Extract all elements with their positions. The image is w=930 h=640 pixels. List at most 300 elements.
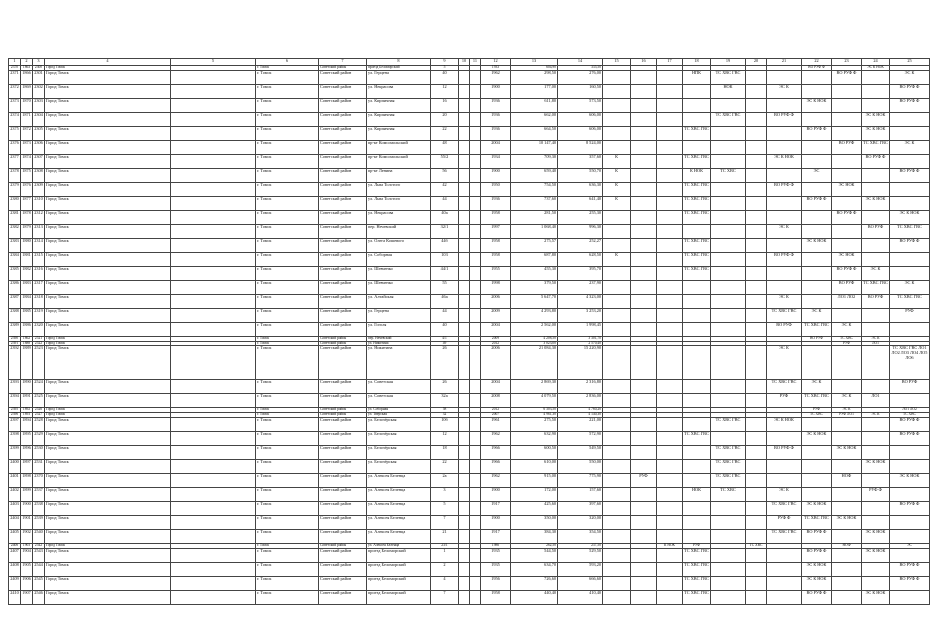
- cell-col-7: Советский район: [319, 515, 367, 529]
- cell-col-23: ЭС К НОК: [832, 515, 862, 529]
- cell-col-25: ЭС К: [890, 280, 930, 294]
- cell-col-1: 2389: [9, 322, 21, 336]
- cell-col-13: 544,50: [511, 548, 558, 562]
- cell-col-18: [683, 459, 711, 473]
- cell-col-22: ЭС К НОК: [802, 431, 832, 445]
- cell-col-22: [802, 252, 832, 266]
- cell-col-25: [890, 196, 930, 210]
- cell-col-12: 1966: [481, 445, 511, 459]
- cell-col-22: [802, 154, 832, 168]
- table-row: [9, 84, 930, 98]
- cell-col-14: 397,60: [558, 501, 603, 515]
- cell-col-5: [171, 126, 256, 140]
- cell-col-20: [746, 252, 767, 266]
- cell-col-23: ВО РУФ: [832, 140, 862, 154]
- cell-col-23: [832, 590, 862, 604]
- cell-col-18: [683, 501, 711, 515]
- cell-col-14: 550,00: [558, 459, 603, 473]
- cell-col-13: 275,57: [511, 238, 558, 252]
- cell-col-24: [862, 308, 890, 322]
- cell-col-4: Город Томск: [45, 70, 171, 84]
- cell-col-6: г. Томск: [256, 112, 319, 126]
- cell-col-10: [459, 529, 470, 543]
- cell-col-13: 664,50: [511, 126, 558, 140]
- cell-col-3: 2525: [33, 394, 45, 408]
- cell-col-4: Город Томск: [45, 413, 171, 418]
- cell-col-14: 550,70: [558, 168, 603, 182]
- cell-col-6: г. Томск: [256, 562, 319, 576]
- housing-register-table: [8, 58, 930, 605]
- cell-col-1: 2403: [9, 501, 21, 515]
- cell-col-16: [631, 168, 657, 182]
- cell-col-14: 252,27: [558, 238, 603, 252]
- cell-col-18: ТС ХВС ГВС: [683, 182, 711, 196]
- cell-col-16: [631, 140, 657, 154]
- cell-col-3: 2521: [33, 336, 45, 341]
- cell-col-1: 2370: [9, 66, 21, 71]
- cell-col-22: [802, 70, 832, 84]
- cell-col-12: 1955: [481, 266, 511, 280]
- cell-col-4: Город Томск: [45, 322, 171, 336]
- cell-col-18: К НОК: [683, 168, 711, 182]
- cell-col-16: [631, 98, 657, 112]
- cell-col-5: [171, 380, 256, 394]
- cell-col-3: 2523: [33, 346, 45, 380]
- cell-col-21: [767, 140, 802, 154]
- cell-col-21: [767, 196, 802, 210]
- cell-col-25: ТС ХВС ГВС: [890, 224, 930, 238]
- cell-col-24: ЭС К НОК: [862, 126, 890, 140]
- cell-col-22: РУФ: [802, 408, 832, 413]
- cell-col-7: Советский район: [319, 576, 367, 590]
- cell-col-19: ТС ХВС: [711, 487, 746, 501]
- column-header-25: 25: [890, 59, 930, 66]
- cell-col-2: 1880: [21, 238, 33, 252]
- cell-col-17: [657, 168, 683, 182]
- cell-col-19: [711, 126, 746, 140]
- cell-col-15: [603, 84, 631, 98]
- cell-col-8: ул. Алексея Беленца: [367, 529, 431, 543]
- cell-col-21: [767, 168, 802, 182]
- cell-col-13: 634,70: [511, 562, 558, 576]
- column-header-24: 24: [862, 59, 890, 66]
- cell-col-12: 1934: [481, 154, 511, 168]
- cell-col-24: [862, 98, 890, 112]
- cell-col-23: [832, 529, 862, 543]
- cell-col-18: [683, 394, 711, 408]
- cell-col-2: 1885: [21, 308, 33, 322]
- cell-col-24: ЭС К: [862, 413, 890, 418]
- cell-col-10: [459, 154, 470, 168]
- cell-col-9: 12: [431, 84, 459, 98]
- cell-col-13: 455,30: [511, 266, 558, 280]
- cell-col-10: [459, 548, 470, 562]
- cell-col-14: 357,60: [558, 154, 603, 168]
- cell-col-7: Советский район: [319, 308, 367, 322]
- cell-col-11: [470, 590, 481, 604]
- cell-col-6: г. Томск: [256, 576, 319, 590]
- table-row: [9, 394, 930, 408]
- cell-col-7: Советский район: [319, 210, 367, 224]
- cell-col-9: 103: [431, 252, 459, 266]
- cell-col-13: 2 562,00: [511, 322, 558, 336]
- cell-col-25: ВО РУФ Ф: [890, 431, 930, 445]
- table-row: [9, 445, 930, 459]
- cell-col-9: 20: [431, 112, 459, 126]
- cell-col-11: [470, 515, 481, 529]
- cell-col-8: ул. Алексея Беленца: [367, 473, 431, 487]
- cell-col-17: [657, 515, 683, 529]
- cell-col-10: [459, 322, 470, 336]
- cell-col-17: [657, 394, 683, 408]
- cell-col-15: К: [603, 252, 631, 266]
- cell-col-21: РУФ: [767, 394, 802, 408]
- cell-col-15: [603, 529, 631, 543]
- cell-col-1: 2391: [9, 341, 21, 346]
- column-header-9: 9: [431, 59, 459, 66]
- cell-col-17: [657, 380, 683, 394]
- cell-col-4: Город Томск: [45, 182, 171, 196]
- cell-col-14: 410,40: [558, 590, 603, 604]
- cell-col-25: ЭС К НОК: [890, 210, 930, 224]
- table-row: [9, 308, 930, 322]
- cell-col-24: [862, 431, 890, 445]
- cell-col-12: 1936: [481, 196, 511, 210]
- table-row: [9, 126, 930, 140]
- cell-col-1: 2378: [9, 168, 21, 182]
- cell-col-2: 1862: [21, 336, 33, 341]
- cell-col-2: 1898: [21, 473, 33, 487]
- cell-col-16: [631, 394, 657, 408]
- cell-col-12: 1962: [481, 431, 511, 445]
- cell-col-11: [470, 322, 481, 336]
- cell-col-6: г. Томск: [256, 280, 319, 294]
- cell-col-21: ВО РУФ Ф: [767, 182, 802, 196]
- cell-col-21: [767, 70, 802, 84]
- cell-col-15: [603, 280, 631, 294]
- cell-col-21: ЭС К: [767, 224, 802, 238]
- cell-col-23: [832, 224, 862, 238]
- cell-col-18: ТС ХВС ГВС: [683, 431, 711, 445]
- cell-col-24: [862, 515, 890, 529]
- cell-col-2: 1871: [21, 112, 33, 126]
- cell-col-9: 32а: [431, 394, 459, 408]
- cell-col-20: [746, 322, 767, 336]
- cell-col-14: 549,50: [558, 445, 603, 459]
- table-row: [9, 224, 930, 238]
- cell-col-13: 611,80: [511, 98, 558, 112]
- cell-col-11: [470, 445, 481, 459]
- cell-col-4: Город Томск: [45, 294, 171, 308]
- cell-col-2: 1874: [21, 154, 33, 168]
- cell-col-13: 379,50: [511, 280, 558, 294]
- cell-col-18: [683, 515, 711, 529]
- cell-col-19: [711, 140, 746, 154]
- cell-col-3: 2529: [33, 431, 45, 445]
- cell-col-3: 2310: [33, 196, 45, 210]
- cell-col-5: [171, 308, 256, 322]
- cell-col-1: 2401: [9, 473, 21, 487]
- column-header-23: 23: [832, 59, 862, 66]
- cell-col-19: ТС ХВС ГВС: [711, 445, 746, 459]
- cell-col-18: ТС ХВС ГВС: [683, 126, 711, 140]
- cell-col-2: 1866: [21, 70, 33, 84]
- table-row: [9, 70, 930, 84]
- cell-col-13: 754,50: [511, 182, 558, 196]
- column-header-20: 20: [746, 59, 767, 66]
- cell-col-17: [657, 70, 683, 84]
- cell-col-19: ТС ХВС ГВС: [711, 459, 746, 473]
- cell-col-9: 44б: [431, 238, 459, 252]
- cell-col-3: 2544: [33, 562, 45, 576]
- cell-col-2: 1873: [21, 140, 33, 154]
- cell-col-20: [746, 459, 767, 473]
- cell-col-13: 915,00: [511, 473, 558, 487]
- cell-col-10: [459, 140, 470, 154]
- cell-col-9: 3: [431, 487, 459, 501]
- cell-col-6: г. Томск: [256, 543, 319, 548]
- cell-col-4: Город Томск: [45, 126, 171, 140]
- cell-col-7: Советский район: [319, 445, 367, 459]
- cell-col-13: 600,50: [511, 445, 558, 459]
- cell-col-25: ВО РУФ Ф: [890, 168, 930, 182]
- cell-col-12: 2006: [481, 346, 511, 380]
- cell-col-15: [603, 473, 631, 487]
- cell-col-6: г. Томск: [256, 417, 319, 431]
- cell-col-7: Советский район: [319, 98, 367, 112]
- cell-col-21: [767, 266, 802, 280]
- cell-col-2: 1907: [21, 590, 33, 604]
- cell-col-21: [767, 562, 802, 576]
- cell-col-9: 22: [431, 126, 459, 140]
- cell-col-1: 2385: [9, 266, 21, 280]
- column-header-22: 22: [802, 59, 832, 66]
- cell-col-19: [711, 196, 746, 210]
- cell-col-11: [470, 140, 481, 154]
- cell-col-3: 2370: [33, 473, 45, 487]
- cell-col-8: проезд Беломорский: [367, 66, 431, 71]
- cell-col-4: Город Томск: [45, 346, 171, 380]
- cell-col-15: [603, 238, 631, 252]
- cell-col-18: ТС ХВС ГВС: [683, 548, 711, 562]
- cell-col-23: ТС ХВС: [832, 336, 862, 341]
- cell-col-15: [603, 224, 631, 238]
- cell-col-9: 49: [431, 341, 459, 346]
- table-row: [9, 576, 930, 590]
- column-header-6: 6: [256, 59, 319, 66]
- cell-col-16: [631, 224, 657, 238]
- cell-col-20: [746, 501, 767, 515]
- cell-col-8: ул. Льва Толстого: [367, 182, 431, 196]
- table-row: [9, 529, 930, 543]
- cell-col-11: [470, 473, 481, 487]
- cell-col-13: 298,50: [511, 70, 558, 84]
- cell-col-11: [470, 417, 481, 431]
- cell-col-5: [171, 70, 256, 84]
- cell-col-14: 3 253,20: [558, 308, 603, 322]
- cell-col-23: ВО РУФ Ф: [832, 70, 862, 84]
- cell-col-24: [862, 182, 890, 196]
- cell-col-8: ул. Никитина: [367, 341, 431, 346]
- cell-col-14: 572,90: [558, 431, 603, 445]
- cell-col-11: [470, 280, 481, 294]
- cell-col-17: [657, 445, 683, 459]
- cell-col-23: [832, 380, 862, 394]
- cell-col-2: 1875: [21, 168, 33, 182]
- cell-col-6: г. Томск: [256, 501, 319, 515]
- cell-col-17: [657, 417, 683, 431]
- cell-col-23: НОФ: [832, 543, 862, 548]
- cell-col-10: [459, 196, 470, 210]
- cell-col-13: 425,60: [511, 501, 558, 515]
- cell-col-9: 7: [431, 515, 459, 529]
- cell-col-13: 604,90: [511, 66, 558, 71]
- cell-col-9: 23/1: [431, 543, 459, 548]
- cell-col-12: 1962: [481, 70, 511, 84]
- cell-col-6: г. Томск: [256, 445, 319, 459]
- cell-col-7: Советский район: [319, 238, 367, 252]
- cell-col-2: 1900: [21, 501, 33, 515]
- cell-col-2: 1870: [21, 98, 33, 112]
- cell-col-24: ВО РУФ Ф: [862, 154, 890, 168]
- cell-col-3: 2300: [33, 66, 45, 71]
- cell-col-1: 2376: [9, 140, 21, 154]
- cell-col-7: Советский район: [319, 252, 367, 266]
- cell-col-12: 1950: [481, 182, 511, 196]
- cell-col-25: ВО РУФ Ф: [890, 576, 930, 590]
- cell-col-25: [890, 515, 930, 529]
- cell-col-23: [832, 308, 862, 322]
- cell-col-15: [603, 548, 631, 562]
- cell-col-10: [459, 308, 470, 322]
- table-row: [9, 196, 930, 210]
- cell-col-18: [683, 280, 711, 294]
- cell-col-10: [459, 70, 470, 84]
- cell-col-12: 1917: [481, 501, 511, 515]
- cell-col-23: [832, 562, 862, 576]
- cell-col-19: [711, 224, 746, 238]
- cell-col-22: ВО РУФ Ф: [802, 590, 832, 604]
- cell-col-20: [746, 380, 767, 394]
- cell-col-22: ВО РУФ Ф: [802, 196, 832, 210]
- cell-col-16: [631, 529, 657, 543]
- cell-col-5: [171, 252, 256, 266]
- cell-col-13: 440,40: [511, 590, 558, 604]
- cell-col-2: 1878: [21, 210, 33, 224]
- cell-col-23: [832, 154, 862, 168]
- cell-col-9: 2а: [431, 473, 459, 487]
- cell-col-24: [862, 252, 890, 266]
- cell-col-13: 262,50: [511, 543, 558, 548]
- cell-col-7: Советский район: [319, 473, 367, 487]
- cell-col-20: [746, 487, 767, 501]
- cell-col-12: 1900: [481, 487, 511, 501]
- cell-col-18: [683, 98, 711, 112]
- cell-col-19: [711, 515, 746, 529]
- cell-col-21: [767, 280, 802, 294]
- cell-col-25: ЭС К: [890, 140, 930, 154]
- cell-col-9: 7: [431, 590, 459, 604]
- cell-col-20: [746, 294, 767, 308]
- cell-col-1: 2392: [9, 346, 21, 380]
- cell-col-20: [746, 182, 767, 196]
- cell-col-19: [711, 308, 746, 322]
- cell-col-6: г. Томск: [256, 84, 319, 98]
- cell-col-17: [657, 210, 683, 224]
- cell-col-11: [470, 459, 481, 473]
- cell-col-15: [603, 501, 631, 515]
- cell-col-24: ЭС К НОК: [862, 548, 890, 562]
- cell-col-14: 255,30: [558, 210, 603, 224]
- cell-col-23: [832, 196, 862, 210]
- cell-col-9: 18: [431, 445, 459, 459]
- cell-col-8: ул. Алексея Беленца: [367, 543, 431, 548]
- cell-col-6: г. Томск: [256, 182, 319, 196]
- cell-col-20: [746, 266, 767, 280]
- cell-col-6: г. Томск: [256, 196, 319, 210]
- cell-col-10: [459, 590, 470, 604]
- cell-col-7: Советский район: [319, 487, 367, 501]
- cell-col-14: 2 316,80: [558, 380, 603, 394]
- cell-col-25: ЭС: [890, 543, 930, 548]
- cell-col-12: 1917: [481, 529, 511, 543]
- cell-col-1: 2402: [9, 487, 21, 501]
- cell-col-21: [767, 548, 802, 562]
- cell-col-6: г. Томск: [256, 590, 319, 604]
- cell-col-19: ТС ХВС ГВС: [711, 417, 746, 431]
- cell-col-16: [631, 294, 657, 308]
- cell-col-15: [603, 70, 631, 84]
- cell-col-11: [470, 112, 481, 126]
- cell-col-9: 46а: [431, 294, 459, 308]
- cell-col-5: [171, 487, 256, 501]
- cell-col-19: [711, 576, 746, 590]
- cell-col-12: 1935: [481, 548, 511, 562]
- cell-col-14: 237,50: [558, 543, 603, 548]
- cell-col-21: ТС ХВС ГВС: [767, 529, 802, 543]
- cell-col-7: Советский район: [319, 417, 367, 431]
- table-row: [9, 380, 930, 394]
- cell-col-16: [631, 445, 657, 459]
- cell-col-8: ул. Кирпичная: [367, 112, 431, 126]
- cell-col-8: ул. Белозёрская: [367, 417, 431, 431]
- cell-col-8: ул. Гоголя: [367, 322, 431, 336]
- cell-col-6: г. Томск: [256, 266, 319, 280]
- cell-col-18: РУФ: [683, 543, 711, 548]
- cell-col-11: [470, 501, 481, 515]
- cell-col-20: [746, 576, 767, 590]
- cell-col-13: 662,00: [511, 112, 558, 126]
- cell-col-22: ЭС К: [802, 308, 832, 322]
- cell-col-22: ВО РУФ Ф: [802, 66, 832, 71]
- cell-col-14: 237,90: [558, 280, 603, 294]
- cell-col-17: [657, 280, 683, 294]
- column-number-header: [9, 59, 930, 66]
- cell-col-19: [711, 266, 746, 280]
- cell-col-20: [746, 346, 767, 380]
- cell-col-12: 1933: [481, 66, 511, 71]
- cell-col-1: 2396: [9, 413, 21, 418]
- cell-col-12: 1936: [481, 98, 511, 112]
- cell-col-23: ЭС НОК: [832, 182, 862, 196]
- cell-col-20: [746, 154, 767, 168]
- cell-col-25: ЛО1 ЛО2: [890, 408, 930, 413]
- cell-col-23: [832, 126, 862, 140]
- cell-col-3: 2545: [33, 576, 45, 590]
- cell-col-16: [631, 417, 657, 431]
- cell-col-10: [459, 346, 470, 380]
- cell-col-21: [767, 459, 802, 473]
